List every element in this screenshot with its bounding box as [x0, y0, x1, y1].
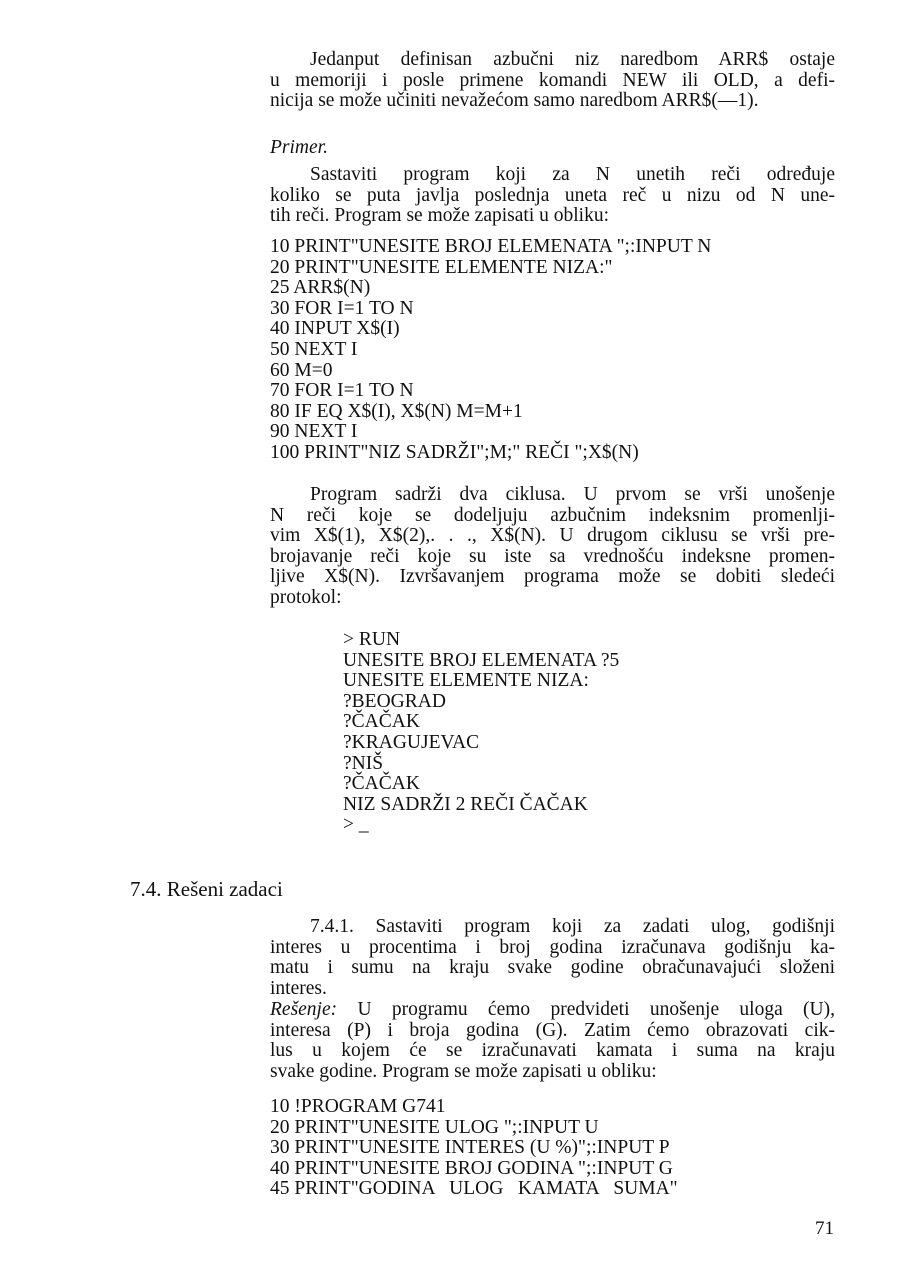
- protocol-line: ?KRAGUJEVAC: [343, 731, 480, 753]
- code-line: 40 INPUT X$(I): [270, 318, 400, 340]
- solution-label: Rešenje:: [270, 999, 338, 1020]
- code-line: 20 PRINT"UNESITE ELEMENTE NIZA:": [270, 256, 613, 278]
- code-line: 40 PRINT"UNESITE BROJ GODINA ";:INPUT G: [270, 1157, 673, 1179]
- example-label: Primer.: [270, 137, 328, 158]
- text-line: tih reči. Program se može zapisati u obliku:: [270, 205, 609, 227]
- protocol-line: ?ČAČAK: [343, 711, 420, 733]
- explanation-paragraph: [270, 485, 835, 609]
- protocol-line: > RUN: [343, 629, 401, 650]
- code-line: 70 FOR I=1 TO N: [270, 380, 414, 402]
- code-line: 100 PRINT"NIZ SADRŽI";M;" REČI ";X$(N): [270, 441, 639, 463]
- text-line: vim X$(1), X$(2),. . ., X$(N). U drugom ciklusu se vrši pre-: [270, 525, 835, 547]
- protocol-line: NIZ SADRŽI 2 REČI ČAČAK: [343, 793, 588, 815]
- code-line: 90 NEXT I: [270, 421, 358, 443]
- text-line: nicija se može učiniti nevažećom samo naredbom ARR$(—1).: [270, 90, 759, 112]
- protocol-line: UNESITE ELEMENTE NIZA:: [343, 670, 589, 692]
- protocol-line: UNESITE BROJ ELEMENATA ?5: [343, 649, 620, 671]
- intro-paragraph: [270, 50, 835, 112]
- page-number: 71: [815, 1218, 834, 1239]
- text-line: 7.4.1. Sastaviti program koji za zadati ulog, godišnji: [310, 916, 835, 937]
- solution-first-line: U programu ćemo predvideti unošenje uloga (U),: [337, 999, 835, 1020]
- protocol-line: ?NIŠ: [343, 752, 384, 774]
- code-line: 30 FOR I=1 TO N: [270, 297, 414, 319]
- text-line: Program sadrži dva ciklusa. U prvom se vrši unošenje: [310, 484, 835, 505]
- text-line: interesa (P) i broja godina (G). Zatim ćemo obrazovati cik-: [270, 1019, 835, 1041]
- protocol-line: ?BEOGRAD: [343, 690, 446, 712]
- text-line: ljive X$(N). Izvršavanjem programa može se dobiti sledeći: [270, 566, 835, 588]
- program-listing-2: [270, 1097, 678, 1200]
- code-line: 20 PRINT"UNESITE ULOG ";:INPUT U: [270, 1116, 599, 1138]
- text-line: koliko se puta javlja poslednja uneta reč u nizu od N une-: [270, 184, 835, 206]
- task-paragraph: [270, 917, 835, 999]
- text-line: N reči koje se dodeljuju azbučnim indeksnim promenlji-: [270, 504, 835, 526]
- example-paragraph: [270, 165, 835, 227]
- protocol-line: ?ČAČAK: [343, 773, 420, 795]
- solution-paragraph: [270, 1000, 835, 1082]
- text-line: svake godine. Program se može zapisati u obliku:: [270, 1060, 657, 1082]
- code-line: 25 ARR$(N): [270, 277, 371, 299]
- text-line: lus u kojem će se izračunavati kamata i suma na kraju: [270, 1040, 835, 1062]
- code-line: 10 PRINT"UNESITE BROJ ELEMENATA ";:INPUT N: [270, 236, 712, 257]
- code-line: 45 PRINT"GODINA ULOG KAMATA SUMA": [270, 1178, 678, 1200]
- text-line: Sastaviti program koji za N unetih reči određuje: [310, 164, 835, 185]
- code-line: 50 NEXT I: [270, 338, 358, 360]
- text-line: Jedanput definisan azbučni niz naredbom ARR$ ostaje: [310, 49, 835, 70]
- section-heading: 7.4. Rešeni zadaci: [130, 877, 283, 901]
- code-line: 80 IF EQ X$(I), X$(N) M=M+1: [270, 400, 523, 422]
- protocol-line: > _: [343, 814, 369, 836]
- text-line: matu i sumu na kraju svake godine obračunavajući složeni: [270, 957, 835, 979]
- code-line: 30 PRINT"UNESITE INTERES (U %)";:INPUT P: [270, 1137, 670, 1159]
- text-line: interes u procentima i broj godina izračunava godišnju ka-: [270, 936, 835, 958]
- text-line: brojavanje reči koje su iste sa vrednošću indeksne promen-: [270, 545, 835, 567]
- text-line: protokol:: [270, 586, 342, 608]
- text-line: interes.: [270, 977, 327, 999]
- code-line: 10 !PROGRAM G741: [270, 1096, 446, 1117]
- text-line: [270, 1000, 835, 1021]
- program-listing-1: [270, 237, 711, 464]
- text-line: u memoriji i posle primene komandi NEW ili OLD, a defi-: [270, 69, 835, 91]
- run-protocol: [343, 630, 619, 836]
- code-line: 60 M=0: [270, 359, 333, 381]
